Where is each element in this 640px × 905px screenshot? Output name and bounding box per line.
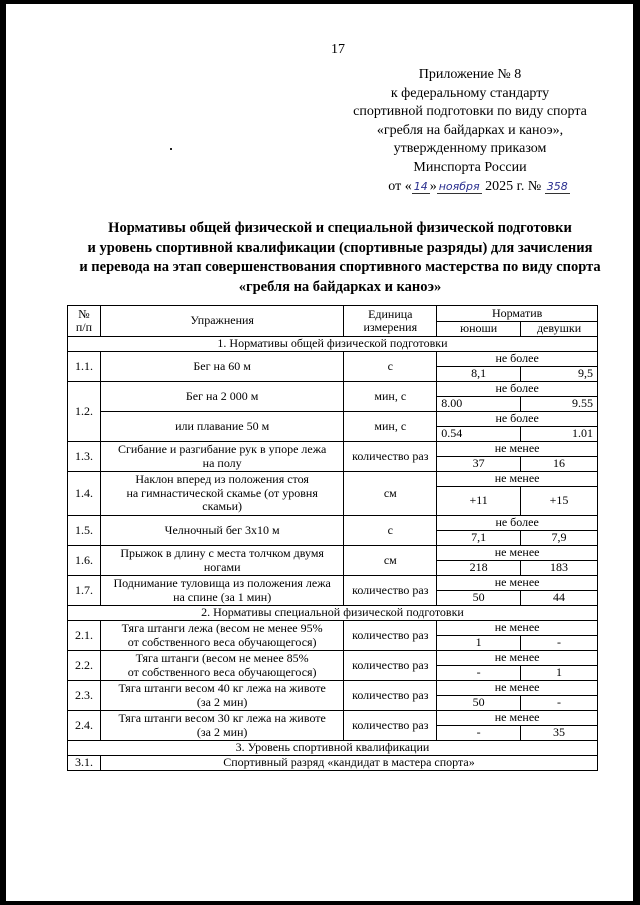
table-row: [68, 756, 598, 771]
row-exercise: Тяга штанги (весом не менее 85% от собственного веса обучающегося): [100, 651, 343, 681]
header-girls: девушки: [521, 322, 598, 337]
value-girls: -: [521, 696, 598, 711]
row-num: 2.4.: [68, 711, 101, 741]
row-num: 1.7.: [68, 576, 101, 606]
document-title: [60, 219, 620, 297]
table-row: [68, 472, 598, 487]
value-boys: -: [437, 726, 521, 741]
row-unit: мин, с: [344, 382, 437, 412]
approval-line: «гребля на байдарках и каноэ»,: [376, 122, 564, 138]
row-condition: не менее: [437, 681, 598, 696]
approval-line: к федеральному стандарту: [390, 85, 550, 101]
row-unit: количество раз: [344, 711, 437, 741]
row-condition: не более: [437, 412, 598, 427]
table-row: [68, 352, 598, 367]
approval-date-line: [340, 178, 600, 197]
row-exercise: Бег на 60 м: [100, 352, 343, 382]
value-girls: +15: [521, 487, 598, 516]
date-year: 2025 г. №: [485, 178, 542, 194]
section-row: [68, 337, 598, 352]
approval-line: спортивной подготовки по виду спорта: [353, 104, 587, 120]
row-condition: не менее: [437, 442, 598, 457]
row-exercise: Тяга штанги весом 40 кг лежа на животе (за 2 мин): [100, 681, 343, 711]
approval-line: Минспорта России: [413, 159, 527, 175]
section-row: [68, 741, 598, 756]
row-condition: не более: [437, 382, 598, 397]
row-exercise: Поднимание туловища из положения лежа на спине (за 1 мин): [100, 576, 343, 606]
value-boys: 0.54: [437, 427, 521, 442]
value-boys: +11: [437, 487, 521, 516]
value-girls: 9.55: [521, 397, 598, 412]
row-unit: см: [344, 546, 437, 576]
row-exercise: Тяга штанги лежа (весом не менее 95% от собственного веса обучающегося): [100, 621, 343, 651]
value-boys: 8,1: [437, 367, 521, 382]
row-num: 1.5.: [68, 516, 101, 546]
value-girls: 1: [521, 666, 598, 681]
row-exercise: Челночный бег 3х10 м: [100, 516, 343, 546]
row-exercise: Наклон вперед из положения стоя на гимнастической скамье (от уровня скамьи): [100, 472, 343, 516]
title-line: Нормативы общей физической и специальной физической подготовки: [108, 220, 572, 236]
handwritten-order-number: 358: [546, 179, 568, 193]
row-num: 2.3.: [68, 681, 101, 711]
date-mid: »: [429, 178, 437, 194]
header-boys: юноши: [437, 322, 521, 337]
section-title: 2. Нормативы специальной физической подготовки: [68, 606, 598, 621]
value-boys: 218: [437, 561, 521, 576]
row-num: 3.1.: [68, 756, 101, 771]
value-girls: 1.01: [521, 427, 598, 442]
value-girls: 16: [521, 457, 598, 472]
table-row: [68, 576, 598, 591]
row-unit: количество раз: [344, 576, 437, 606]
row-condition: не более: [437, 516, 598, 531]
row-exercise: Прыжок в длину с места толчком двумя ногами: [100, 546, 343, 576]
row-unit: с: [344, 516, 437, 546]
row-num: 1.1.: [68, 352, 101, 382]
title-line: и перевода на этап совершенствования спортивного мастерства по виду спорта: [79, 259, 601, 275]
row-num: 1.3.: [68, 442, 101, 472]
row-unit: количество раз: [344, 681, 437, 711]
header-row: [68, 306, 598, 322]
table-row: [68, 412, 598, 427]
row-num: 2.1.: [68, 621, 101, 651]
approval-line: утвержденному приказом: [393, 141, 547, 157]
title-line: и уровень спортивной квалификации (спортивные разряды) для зачисления: [87, 239, 593, 256]
row-exercise: или плавание 50 м: [100, 412, 343, 442]
table-row: [68, 621, 598, 636]
row-unit: количество раз: [344, 442, 437, 472]
header-norm: Норматив: [437, 306, 598, 322]
value-boys: 50: [437, 591, 521, 606]
table-row: [68, 516, 598, 531]
section-title: 3. Уровень спортивной квалификации: [68, 741, 598, 756]
row-condition: не менее: [437, 621, 598, 636]
table-row: [68, 442, 598, 457]
row-condition: не менее: [437, 711, 598, 726]
row-exercise: Бег на 2 000 м: [100, 382, 343, 412]
row-num: 1.4.: [68, 472, 101, 516]
date-prefix: от «: [388, 178, 412, 194]
row-unit: количество раз: [344, 621, 437, 651]
row-num: 1.2.: [68, 382, 101, 442]
row-unit: с: [344, 352, 437, 382]
table-row: [68, 681, 598, 696]
value-girls: 183: [521, 561, 598, 576]
header-unit: Единица измерения: [344, 306, 437, 337]
row-unit: количество раз: [344, 651, 437, 681]
scan-speck: [170, 148, 172, 150]
value-boys: 7,1: [437, 531, 521, 546]
row-exercise: Сгибание и разгибание рук в упоре лежа на полу: [100, 442, 343, 472]
title-line: «гребля на байдарках и каноэ»: [238, 278, 442, 295]
page-number: 17: [331, 42, 345, 57]
row-condition: не менее: [437, 651, 598, 666]
value-girls: -: [521, 636, 598, 651]
approval-block: [340, 66, 600, 196]
row-condition: не более: [437, 352, 598, 367]
row-num: 2.2.: [68, 651, 101, 681]
table-row: [68, 711, 598, 726]
row-condition: не менее: [437, 576, 598, 591]
standards-table: [67, 305, 598, 771]
row-unit: мин, с: [344, 412, 437, 442]
row-num: 1.6.: [68, 546, 101, 576]
approval-line: Приложение № 8: [418, 67, 522, 82]
header-exercise: Упражнения: [100, 306, 343, 337]
value-girls: 35: [521, 726, 598, 741]
row-condition: не менее: [437, 546, 598, 561]
header-num: № п/п: [68, 306, 101, 337]
row-exercise: Спортивный разряд «кандидат в мастера спорта»: [100, 756, 597, 771]
section-title: 1. Нормативы общей физической подготовки: [68, 337, 598, 352]
value-boys: 1: [437, 636, 521, 651]
handwritten-month: ноября: [438, 179, 480, 193]
handwritten-day: 14: [413, 179, 428, 193]
value-boys: -: [437, 666, 521, 681]
table-row: [68, 651, 598, 666]
row-unit: см: [344, 472, 437, 516]
row-condition: не менее: [437, 472, 598, 487]
value-girls: 7,9: [521, 531, 598, 546]
table-row: [68, 382, 598, 397]
value-boys: 8.00: [437, 397, 521, 412]
table-row: [68, 546, 598, 561]
value-boys: 37: [437, 457, 521, 472]
row-exercise: Тяга штанги весом 30 кг лежа на животе (за 2 мин): [100, 711, 343, 741]
value-girls: 44: [521, 591, 598, 606]
value-boys: 50: [437, 696, 521, 711]
section-row: [68, 606, 598, 621]
value-girls: 9,5: [521, 367, 598, 382]
